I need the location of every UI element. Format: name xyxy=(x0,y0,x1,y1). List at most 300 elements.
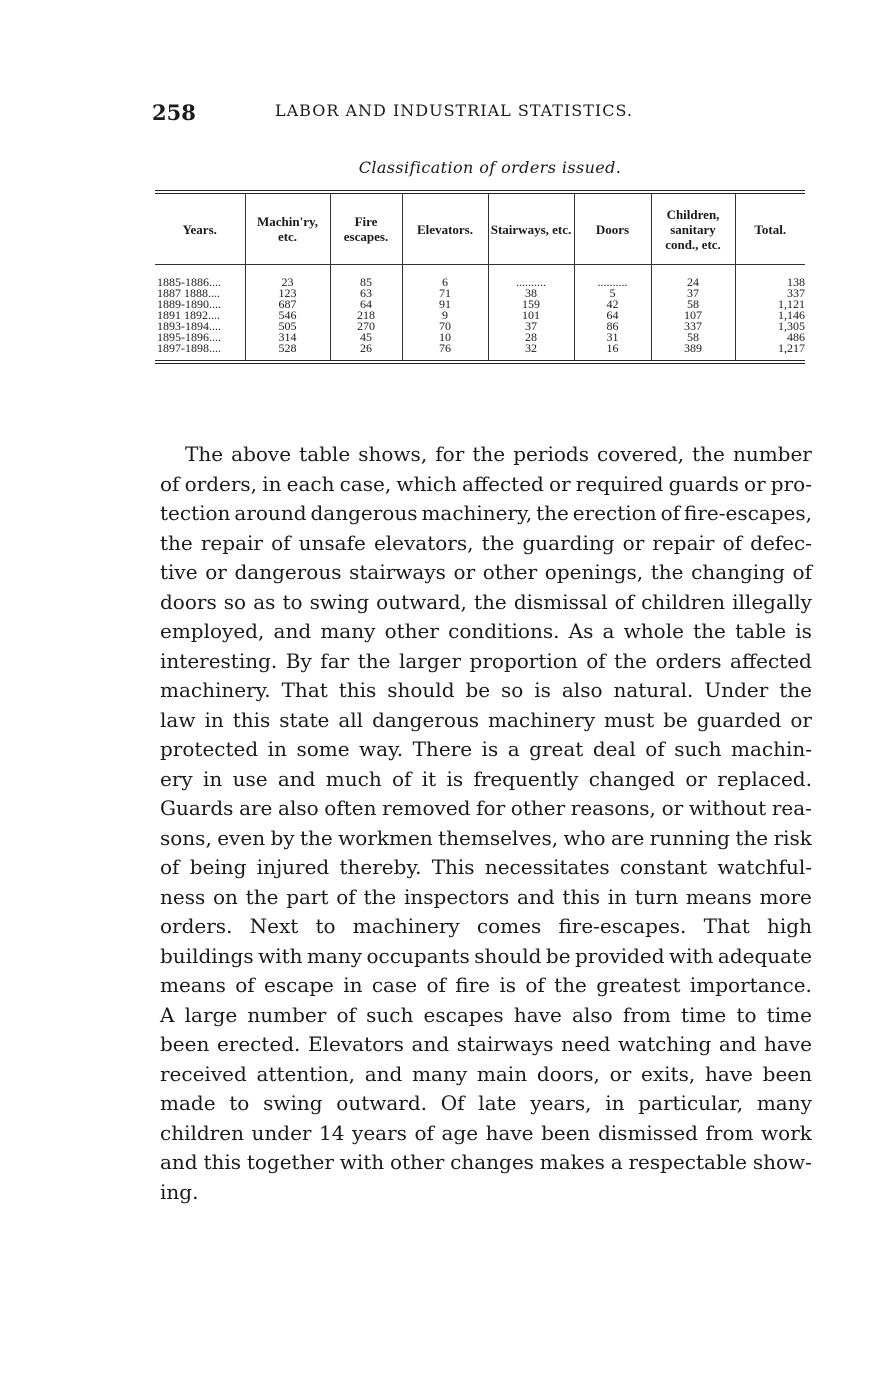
word: be xyxy=(545,943,571,968)
table-row xyxy=(155,265,805,289)
text-line xyxy=(160,883,812,913)
text-line: ing. xyxy=(160,1179,199,1204)
word: the xyxy=(472,442,506,466)
word: to xyxy=(282,589,303,614)
word: affected xyxy=(462,471,544,496)
word: guarding xyxy=(522,530,615,555)
table-cell: 5 xyxy=(574,288,651,299)
word: the xyxy=(779,678,812,702)
word: reasons, xyxy=(570,796,656,820)
word: workmen xyxy=(338,825,433,850)
word: tection xyxy=(160,501,231,525)
word: made xyxy=(160,1091,216,1115)
word: around xyxy=(234,501,307,525)
word: required xyxy=(575,471,664,496)
word: repair xyxy=(200,530,263,555)
word: for xyxy=(435,442,465,466)
word: outward, xyxy=(376,589,467,614)
word: or xyxy=(622,530,645,555)
word: or xyxy=(453,560,476,584)
word: together xyxy=(246,1150,334,1174)
word: fire xyxy=(455,973,490,997)
word: means xyxy=(160,973,226,997)
word: machin- xyxy=(730,737,812,761)
word: machinery xyxy=(488,707,595,732)
word: other xyxy=(510,796,566,820)
table-cell: 546 xyxy=(245,310,330,321)
table-cell: 1897-1898.... xyxy=(157,341,221,355)
word: this xyxy=(203,1150,242,1174)
word: for xyxy=(476,796,506,820)
word: of xyxy=(614,589,635,614)
table-cell: 389 xyxy=(651,343,735,362)
word: years xyxy=(352,1120,407,1145)
word: the xyxy=(614,648,647,673)
table-cell: 1893-1894.... xyxy=(157,319,221,333)
word: state xyxy=(279,707,330,732)
word: or xyxy=(744,471,766,496)
word: to xyxy=(736,1002,757,1027)
word: removed xyxy=(382,796,471,820)
word: greatest xyxy=(596,973,681,997)
text-line xyxy=(160,706,812,736)
column-header: Years. xyxy=(155,192,245,265)
text-line xyxy=(160,470,812,500)
word: children xyxy=(641,589,726,614)
word: age xyxy=(441,1120,479,1145)
word: attention, xyxy=(256,1061,355,1086)
table-cell: 71 xyxy=(402,288,488,299)
word: even xyxy=(217,825,266,850)
word: ery xyxy=(160,766,193,791)
word: of xyxy=(426,973,446,997)
word: should xyxy=(474,943,542,968)
word: should xyxy=(387,678,455,702)
word: changes xyxy=(450,1150,534,1174)
word: escape xyxy=(264,973,334,997)
text-line xyxy=(160,1148,812,1178)
word: stairways xyxy=(349,560,446,584)
table-cell: 37 xyxy=(651,288,735,299)
word: and xyxy=(718,1032,757,1056)
text-line xyxy=(160,971,812,1001)
text-line xyxy=(160,912,812,942)
word: doors, xyxy=(536,1061,600,1086)
word: risk xyxy=(773,825,812,850)
table-cell: 218 xyxy=(330,310,402,321)
word: makes xyxy=(539,1150,605,1174)
word: of xyxy=(235,973,255,997)
text-line xyxy=(160,1030,812,1060)
word: watching xyxy=(618,1032,712,1056)
text-line xyxy=(160,794,812,824)
text-line xyxy=(160,765,812,795)
word: of xyxy=(645,737,665,761)
table-cell: 16 xyxy=(574,343,651,362)
word: often xyxy=(324,796,377,820)
table-cell: 63 xyxy=(330,288,402,299)
word: escapes xyxy=(423,1002,504,1027)
word: of xyxy=(160,855,180,879)
word: are xyxy=(239,796,273,820)
table-cell: 24 xyxy=(651,265,735,289)
word: The xyxy=(185,442,224,466)
word: late xyxy=(478,1091,517,1115)
word: more xyxy=(759,884,812,909)
table-cell: 64 xyxy=(574,310,651,321)
word: are xyxy=(610,825,645,850)
word: main xyxy=(476,1061,528,1086)
word: the xyxy=(160,530,193,555)
table-cell: 1,217 xyxy=(735,343,805,362)
word: of xyxy=(160,471,180,496)
word: case, xyxy=(339,471,392,496)
word: exits, xyxy=(641,1061,696,1086)
word: machinery xyxy=(352,914,460,938)
word: Next xyxy=(249,914,299,938)
word: law xyxy=(160,707,196,732)
word: means xyxy=(685,884,752,909)
word: years, xyxy=(530,1091,592,1115)
word: thereby. xyxy=(339,855,422,879)
table-row xyxy=(155,321,805,332)
word: this xyxy=(562,884,600,909)
table-cell: 314 xyxy=(245,332,330,343)
word: turn xyxy=(634,884,679,909)
word: dismissal xyxy=(513,589,608,614)
table-cell: 86 xyxy=(574,321,651,332)
word: erected. xyxy=(216,1032,301,1056)
column-header: Elevators. xyxy=(402,192,488,265)
word: occupants xyxy=(366,943,470,968)
column-header: Children, sanitary cond., etc. xyxy=(651,192,735,265)
word: under xyxy=(251,1120,312,1145)
table-cell: 70 xyxy=(402,321,488,332)
word: provided xyxy=(575,943,665,968)
table-cell: 1,121 xyxy=(735,299,805,310)
word: in xyxy=(607,884,627,909)
word: by xyxy=(270,825,295,850)
word: and xyxy=(411,1032,450,1056)
word: the xyxy=(554,973,587,997)
word: Guards xyxy=(160,796,234,820)
word: large xyxy=(184,1002,238,1027)
word: of xyxy=(722,530,743,555)
word: many xyxy=(756,1091,812,1115)
word: affected xyxy=(730,648,812,673)
word: many xyxy=(412,1061,468,1086)
word: work xyxy=(761,1120,812,1145)
word: this xyxy=(338,678,377,702)
word: unsafe xyxy=(298,530,366,555)
text-line xyxy=(160,676,812,706)
word: or xyxy=(609,1061,632,1086)
table-cell: 42 xyxy=(574,299,651,310)
word: respectable xyxy=(628,1150,747,1174)
table-cell: 10 xyxy=(402,332,488,343)
word: A xyxy=(160,1002,175,1027)
word: such xyxy=(674,737,722,761)
table-cell: 528 xyxy=(245,343,330,362)
word: a xyxy=(602,619,615,643)
word: of xyxy=(586,648,606,673)
word: the xyxy=(473,589,507,614)
word: also xyxy=(572,1002,613,1027)
text-line xyxy=(160,617,812,647)
word: and xyxy=(160,1150,198,1174)
word: or xyxy=(685,766,707,791)
word: changing xyxy=(691,560,785,584)
word: been xyxy=(541,1120,591,1145)
text-line xyxy=(160,440,812,470)
word: show- xyxy=(752,1150,812,1174)
word: replaced. xyxy=(717,766,812,791)
word: number xyxy=(732,442,812,466)
word: need xyxy=(561,1032,611,1056)
word: is xyxy=(446,766,464,791)
word: children xyxy=(160,1120,244,1145)
word: of xyxy=(414,1120,434,1145)
word: on xyxy=(213,884,238,909)
word: is xyxy=(481,737,499,761)
word: larger xyxy=(398,648,462,673)
word: repair xyxy=(652,530,715,555)
word: as xyxy=(253,589,276,614)
word: without xyxy=(688,796,767,820)
word: such xyxy=(366,1002,414,1027)
table-row xyxy=(155,332,805,343)
column-header: Doors xyxy=(574,192,651,265)
table-cell: 270 xyxy=(330,321,402,332)
table-cell: 85 xyxy=(330,265,402,289)
word: been xyxy=(160,1032,210,1056)
word: particular, xyxy=(638,1091,744,1115)
table-cell: 1885-1886.... xyxy=(157,275,221,289)
text-line xyxy=(160,1060,812,1090)
word: dismissed xyxy=(597,1120,698,1145)
word: with xyxy=(669,943,714,968)
word: Elevators xyxy=(307,1032,404,1056)
word: have xyxy=(513,1002,562,1027)
word: or xyxy=(790,707,812,732)
word: this xyxy=(232,707,271,732)
table-cell: .......... xyxy=(488,265,574,289)
table-header-row xyxy=(155,192,805,265)
word: time xyxy=(680,1002,727,1027)
text-line xyxy=(160,1089,812,1119)
table-row xyxy=(155,310,805,321)
word: other xyxy=(384,619,439,643)
word: being xyxy=(189,855,247,879)
word: must xyxy=(603,707,655,732)
word: watchful- xyxy=(717,855,812,879)
word: erection xyxy=(572,501,657,525)
column-header: Machin'ry, etc. xyxy=(245,192,330,265)
word: dangerous xyxy=(234,560,342,584)
word: the xyxy=(481,530,515,555)
text-line xyxy=(160,735,812,765)
word: in xyxy=(262,471,282,496)
word: or xyxy=(661,796,684,820)
table-caption: Classification of orders issued. xyxy=(358,158,622,177)
word: running xyxy=(649,825,730,850)
word: fire-escapes. xyxy=(558,914,687,938)
word: constant xyxy=(619,855,708,879)
word: also xyxy=(278,796,319,820)
word: machinery, xyxy=(421,501,533,525)
table-cell: 159 xyxy=(488,299,574,310)
word: guards xyxy=(668,471,739,496)
word: swing xyxy=(263,1091,323,1115)
word: many xyxy=(306,943,363,968)
word: injured xyxy=(256,855,330,879)
text-line xyxy=(160,647,812,677)
table-cell: 91 xyxy=(402,299,488,310)
word: from xyxy=(705,1120,754,1145)
table-cell: 1891 1892.... xyxy=(157,308,220,322)
word: to xyxy=(315,914,336,938)
table-cell: 58 xyxy=(651,332,735,343)
word: have xyxy=(764,1032,812,1056)
word: it xyxy=(421,766,437,791)
table-cell: 138 xyxy=(735,265,805,289)
word: in xyxy=(203,766,223,791)
table-cell: 486 xyxy=(735,332,805,343)
word: the xyxy=(536,501,569,525)
word: in xyxy=(267,737,287,761)
word: in xyxy=(343,973,363,997)
word: elevators, xyxy=(373,530,474,555)
table-cell: 337 xyxy=(651,321,735,332)
word: proportion xyxy=(469,648,578,673)
word: and xyxy=(273,619,312,643)
word: of xyxy=(525,973,545,997)
table-cell: 505 xyxy=(245,321,330,332)
word: By xyxy=(285,648,312,673)
word: and xyxy=(364,1061,403,1086)
word: stairways xyxy=(456,1032,554,1056)
word: or xyxy=(205,560,227,584)
table-cell: 28 xyxy=(488,332,574,343)
text-line xyxy=(160,1001,812,1031)
word: of xyxy=(336,884,356,909)
word: or xyxy=(549,471,571,496)
table-cell: 58 xyxy=(651,299,735,310)
word: each xyxy=(286,471,335,496)
column-header: Total. xyxy=(735,192,805,265)
text-line xyxy=(160,942,812,972)
column-header: Fire escapes. xyxy=(330,192,402,265)
text-line xyxy=(160,558,812,588)
word: and xyxy=(517,884,555,909)
word: conditions. xyxy=(448,619,560,643)
word: swing xyxy=(309,589,370,614)
word: ness xyxy=(160,884,206,909)
table-cell: 687 xyxy=(245,299,330,310)
word: shows, xyxy=(358,442,428,466)
word: of xyxy=(792,560,812,584)
table-cell: 31 xyxy=(574,332,651,343)
table-cell: 76 xyxy=(402,343,488,362)
word: in xyxy=(204,707,224,732)
word: other xyxy=(482,560,538,584)
word: doors xyxy=(160,589,217,614)
word: use xyxy=(232,766,268,791)
table-cell: 337 xyxy=(735,288,805,299)
word: of xyxy=(660,501,681,525)
word: been xyxy=(762,1061,812,1086)
word: machinery. xyxy=(160,678,271,702)
word: in xyxy=(605,1091,625,1115)
word: is xyxy=(534,678,551,702)
text-line xyxy=(160,1119,812,1149)
table-cell: 32 xyxy=(488,343,574,362)
word: necessitates xyxy=(484,855,610,879)
word: defec- xyxy=(750,530,812,555)
text-line xyxy=(160,824,812,854)
word: That xyxy=(281,678,328,702)
word: As xyxy=(568,619,594,643)
word: periods xyxy=(513,442,589,466)
table-cell: 1,305 xyxy=(735,321,805,332)
text-line xyxy=(160,529,812,559)
word: much xyxy=(325,766,382,791)
table-cell: 1889-1890.... xyxy=(157,297,221,311)
word: the xyxy=(245,884,279,909)
table-cell: 37 xyxy=(488,321,574,332)
word: who xyxy=(563,825,606,850)
word: illegally xyxy=(732,589,812,614)
word: with xyxy=(339,1150,385,1174)
word: There xyxy=(412,737,473,761)
table-cell: 123 xyxy=(245,288,330,299)
word: received xyxy=(160,1061,247,1086)
table-row xyxy=(155,299,805,310)
table-cell: .......... xyxy=(574,265,651,289)
word: number xyxy=(247,1002,327,1027)
word: sons, xyxy=(160,825,212,850)
text-line xyxy=(160,499,812,529)
word: the xyxy=(363,884,397,909)
word: have xyxy=(704,1061,753,1086)
word: the xyxy=(692,442,725,466)
word: be xyxy=(465,678,491,702)
word: orders. xyxy=(160,914,233,938)
word: a xyxy=(507,737,520,761)
word: table xyxy=(735,619,787,643)
word: dangerous xyxy=(310,501,418,525)
classification-table xyxy=(155,190,805,364)
word: which xyxy=(396,471,457,496)
word: comes xyxy=(476,914,542,938)
column-header: Stairways, etc. xyxy=(488,192,574,265)
word: is xyxy=(499,973,516,997)
word: importance. xyxy=(689,973,812,997)
word: Under xyxy=(704,678,769,702)
word: great xyxy=(529,737,584,761)
word: guarded xyxy=(696,707,782,732)
word: employed, xyxy=(160,619,265,643)
word: pro- xyxy=(770,471,812,496)
table-cell: 1,146 xyxy=(735,310,805,321)
word: outward. xyxy=(336,1091,428,1115)
word: with xyxy=(258,943,303,968)
table-cell: 1887 1888.... xyxy=(157,286,220,300)
word: That xyxy=(703,914,750,938)
table-cell: 6 xyxy=(402,265,488,289)
table-cell: 23 xyxy=(245,265,330,289)
word: buildings xyxy=(160,943,254,968)
